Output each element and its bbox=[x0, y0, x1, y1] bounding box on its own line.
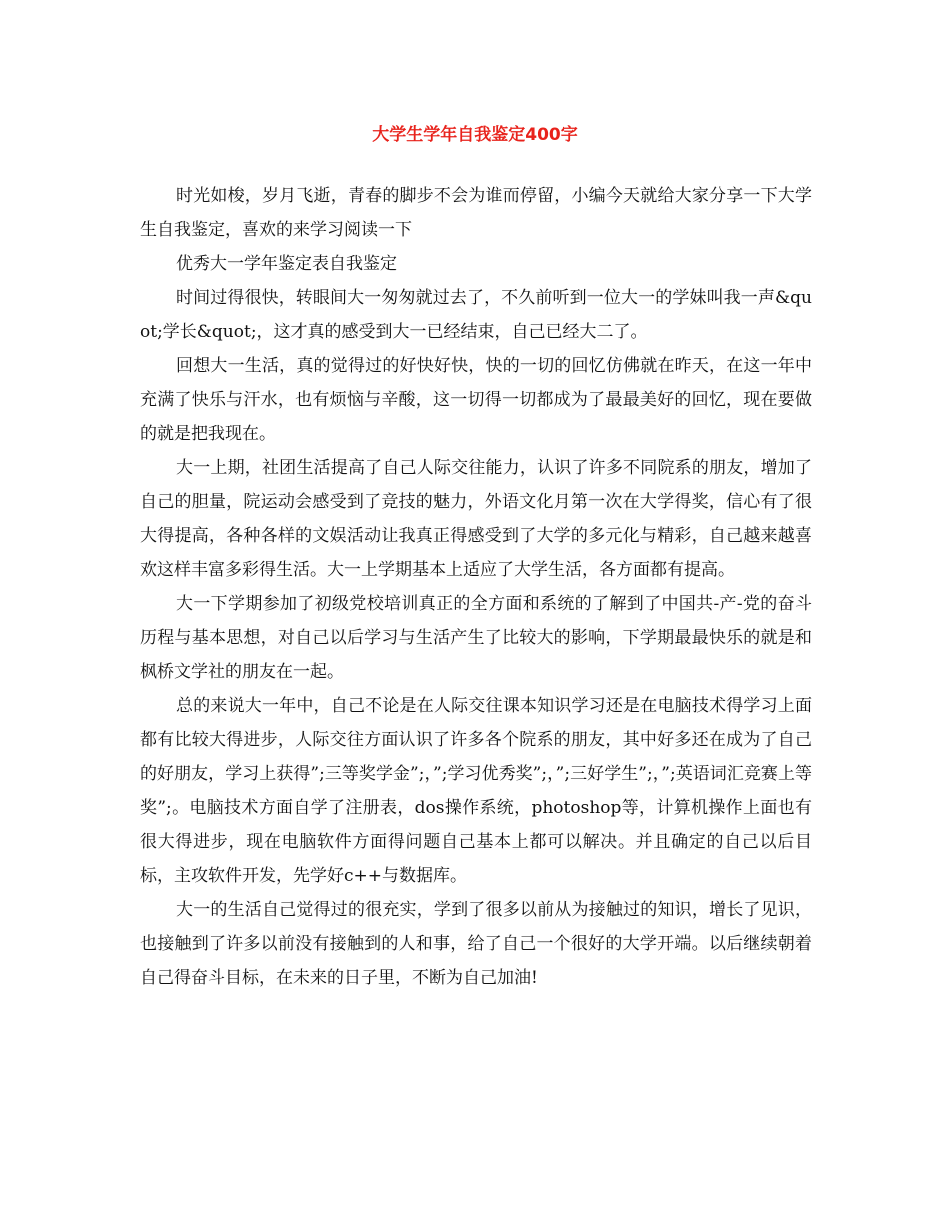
paragraph-subheading: 优秀大一学年鉴定表自我鉴定 bbox=[176, 254, 397, 274]
document-title: 大学生学年自我鉴定400字 bbox=[372, 125, 578, 145]
paragraph-summary: 总的来说大一年中，自己不论是在人际交往课本知识学习还是在电脑技术得学习上面都有比较大得进步，人际交往方面认识了许多各个院系的朋友，其中好多还在成为了自己的好朋友，学习上获得”;三等奖学金”;，”;学习优秀奖”;，”;三好学生”;，”;英语词汇竞赛上等奖”;。电脑技术方面自学了注册表，dos操作系统，photoshop等，计算机操作上面也有很大得进步，现在电脑软件方面得问题自己基本上都可以解决。并且确定的自己以后目标，主攻软件开发，先学好c++与数据库。 bbox=[140, 696, 812, 886]
paragraph-conclusion: 大一的生活自己觉得过的很充实，学到了很多以前从为接触过的知识，增长了见识，也接触到了许多以前没有接触到的人和事，给了自己一个很好的大学开端。以后继续朝着自己得奋斗目标，在未来的日子里，不断为自己加油! bbox=[140, 900, 812, 988]
paragraph-recall: 回想大一生活，真的觉得过的好快好快，快的一切的回忆仿佛就在昨天，在这一年中充满了快乐与汗水，也有烦恼与辛酸，这一切得一切都成为了最最美好的回忆，现在要做的就是把我现在。 bbox=[140, 356, 812, 444]
document-body bbox=[140, 179, 812, 995]
paragraph-intro: 时光如梭，岁月飞逝，青春的脚步不会为谁而停留，小编今天就给大家分享一下大学生自我鉴定，喜欢的来学习阅读一下 bbox=[140, 186, 812, 240]
paragraph-time-passes: 时间过得很快，转眼间大一匆匆就过去了，不久前听到一位大一的学妹叫我一声&quot;学长&quot;，这才真的感受到大一已经结束，自己已经大二了。 bbox=[140, 288, 812, 342]
paragraph-second-semester: 大一下学期参加了初级党校培训真正的全方面和系统的了解到了中国共-产-党的奋斗历程与基本思想，对自己以后学习与生活产生了比较大的影响，下学期最最快乐的就是和枫桥文学社的朋友在一起。 bbox=[140, 594, 812, 682]
paragraph-first-semester: 大一上期，社团生活提高了自己人际交往能力，认识了许多不同院系的朋友，增加了自己的胆量，院运动会感受到了竞技的魅力，外语文化月第一次在大学得奖，信心有了很大得提高，各种各样的文娱活动让我真正得感受到了大学的多元化与精彩，自己越来越喜欢这样丰富多彩得生活。大一上学期基本上适应了大学生活，各方面都有提高。 bbox=[140, 458, 812, 580]
